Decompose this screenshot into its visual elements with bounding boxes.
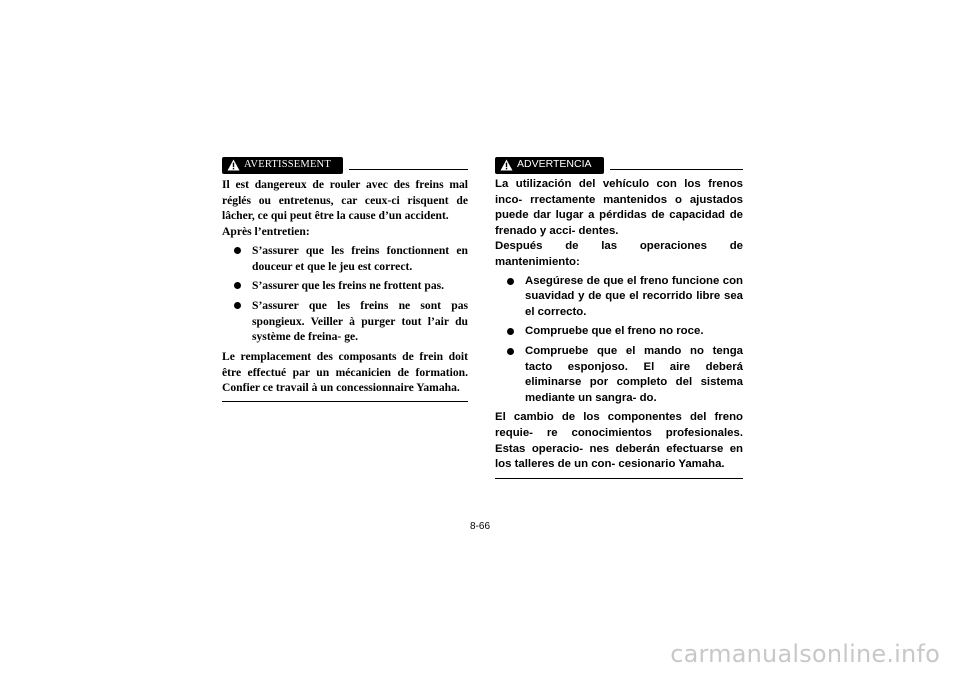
warning-closing: El cambio de los componentes del freno requie- re conocimientos profesionales. Estas operacio- nes deberán efectuarse en los talleres de un con- cesionario Yamaha. [495,411,743,471]
warning-badge [222,157,343,174]
after-maintenance-label: Après l’entretien: [222,225,310,239]
warning-intro: Il est dangereux de rouler avec des freins mal réglés ou entretenus, car ceux-ci risquent de lâcher, ce qui peut être la cause d’un accident. [222,178,468,223]
warning-closing: Le remplacement des composants de frein doit être effectué par un mécanicien de formation. Confier ce travail à un concessionnaire Yamaha. [222,350,468,395]
warning-block-spanish [495,156,743,479]
list-item: Compruebe que el freno no roce. [495,324,743,340]
list-item: S’assurer que les freins fonctionnent en douceur et que le jeu est correct. [222,243,468,274]
bullet-dot-icon [507,348,514,355]
after-maintenance-label: Después de las operaciones de mantenimiento: [495,240,743,268]
header-rule [349,169,468,170]
warning-triangle-icon [500,159,513,171]
end-rule [222,401,468,402]
bullet-list [495,274,743,407]
warning-header [222,156,468,174]
warning-heading: AVERTISSEMENT [244,159,331,171]
bullet-dot-icon [507,328,514,335]
list-item: S’assurer que les freins ne sont pas spongieux. Veiller à purger tout l’air du système de freina- ge. [222,298,468,345]
bullet-dot-icon [507,278,514,285]
warning-triangle-icon [227,159,240,171]
bullet-dot-icon [234,302,241,309]
end-rule [495,478,743,479]
list-item: Compruebe que el mando no tenga tacto esponjoso. El aire deberá eliminarse por completo del sistema mediante un sangra- do. [495,344,743,406]
header-rule [610,169,743,170]
warning-block-french [222,156,468,402]
warning-heading: ADVERTENCIA [517,158,592,171]
bullet-list [222,243,468,345]
warning-intro: La utilización del vehículo con los frenos inco- rrectamente mantenidos o ajustados puede dar lugar a pérdidas de capacidad de frenado y acci- dentes. [495,178,743,237]
warning-badge [495,157,604,174]
list-item: S’assurer que les freins ne frottent pas. [222,278,468,294]
watermark: carmanualsonline.info [670,640,940,668]
list-item: Asegúrese de que el freno funcione con suavidad y de que el recorrido libre sea el correcto. [495,274,743,321]
bullet-dot-icon [234,247,241,254]
warning-header [495,156,743,174]
page-number: 8-66 [469,521,490,532]
bullet-dot-icon [234,282,241,289]
